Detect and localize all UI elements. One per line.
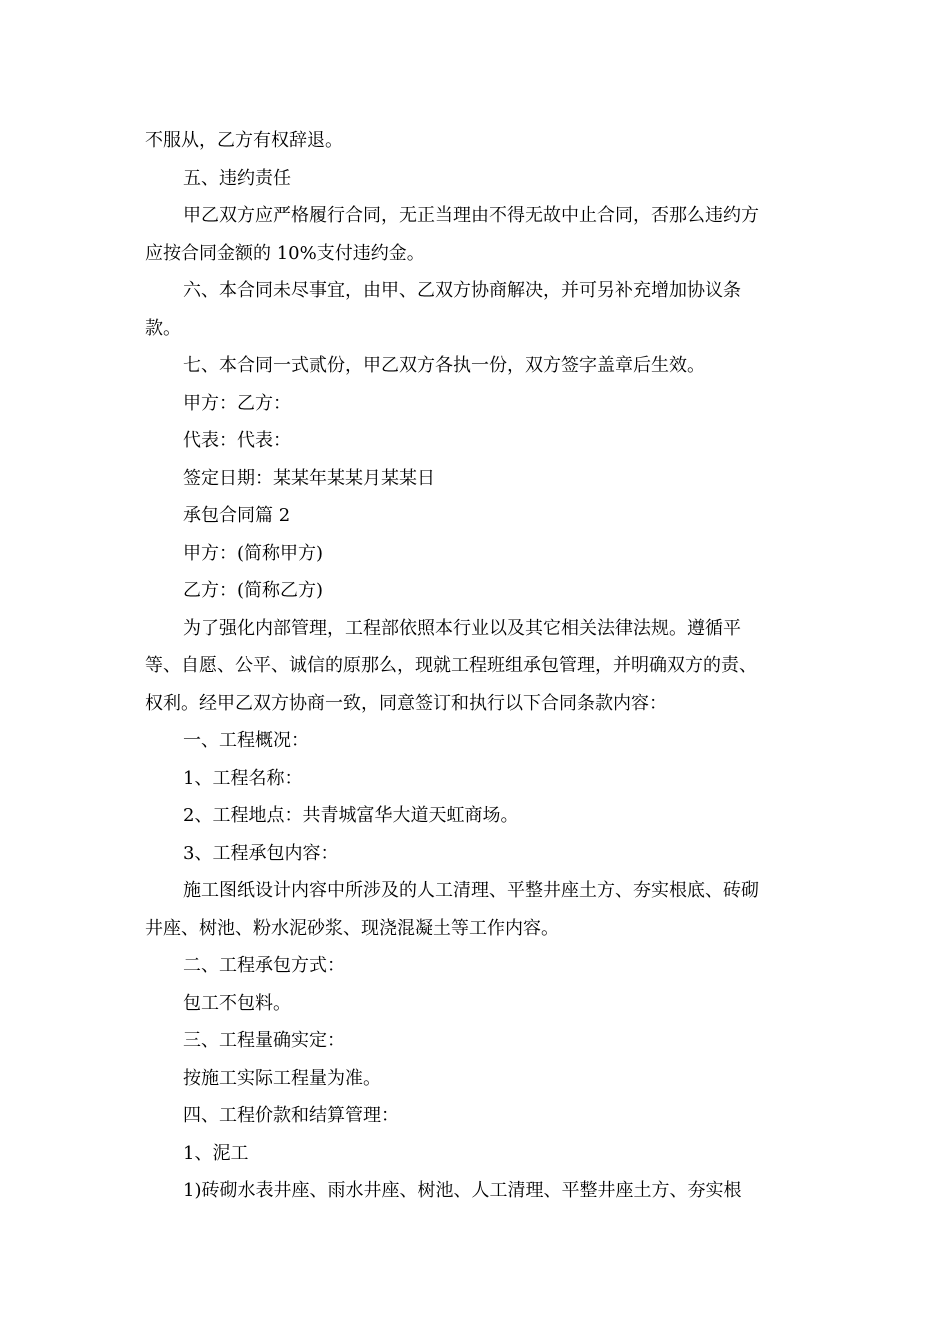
document-line: 代表：代表： bbox=[183, 430, 291, 451]
document-line: 四、工程价款和结算管理： bbox=[183, 1105, 399, 1126]
document-body bbox=[145, 122, 805, 1210]
document-line: 3、工程承包内容： bbox=[183, 842, 339, 864]
document-line: 1)砖砌水表井座、雨水井座、树池、人工清理、平整井座土方、夯实根 bbox=[183, 1180, 742, 1201]
document-line: 甲方：(简称甲方) bbox=[183, 542, 324, 564]
document-line: 井座、树池、粉水泥砂浆、现浇混凝土等工作内容。 bbox=[145, 917, 559, 939]
document-line: 六、本合同未尽事宜，由甲、乙双方协商解决，并可另补充增加协议条 bbox=[183, 280, 741, 301]
document-line: 签定日期：某某年某某月某某日 bbox=[183, 467, 435, 489]
document-line: 五、违约责任 bbox=[183, 167, 291, 189]
document-line: 款。 bbox=[145, 317, 181, 339]
document-line: 为了强化内部管理，工程部依照本行业以及其它相关法律法规。遵循平 bbox=[183, 617, 741, 639]
document-line: 不服从，乙方有权辞退。 bbox=[145, 130, 343, 151]
document-line: 七、本合同一式贰份，甲乙双方各执一份，双方签字盖章后生效。 bbox=[183, 355, 705, 376]
document-line: 应按合同金额的 10%支付违约金。 bbox=[145, 242, 425, 264]
document-line: 三、工程量确实定： bbox=[183, 1030, 345, 1051]
document-line: 二、工程承包方式： bbox=[183, 955, 345, 976]
document-line: 一、工程概况： bbox=[183, 730, 309, 751]
document-line: 乙方：(简称乙方) bbox=[183, 580, 324, 601]
document-line: 施工图纸设计内容中所涉及的人工清理、平整井座土方、夯实根底、砖砌 bbox=[183, 880, 759, 901]
document-line: 等、自愿、公平、诚信的原那么，现就工程班组承包管理，并明确双方的责、 bbox=[145, 655, 757, 676]
document-line: 承包合同篇 2 bbox=[183, 505, 291, 526]
document-line: 1、泥工 bbox=[183, 1142, 249, 1164]
document-line: 权利。经甲乙双方协商一致，同意签订和执行以下合同条款内容： bbox=[145, 692, 667, 714]
document-line: 2、工程地点：共青城富华大道天虹商场。 bbox=[183, 805, 519, 826]
document-line: 1、工程名称： bbox=[183, 767, 303, 789]
document-line: 甲乙双方应严格履行合同，无正当理由不得无故中止合同，否那么违约方 bbox=[183, 205, 759, 226]
document-line: 甲方：乙方： bbox=[183, 392, 291, 414]
document-line: 包工不包料。 bbox=[183, 992, 291, 1014]
document-line: 按施工实际工程量为准。 bbox=[183, 1067, 381, 1089]
